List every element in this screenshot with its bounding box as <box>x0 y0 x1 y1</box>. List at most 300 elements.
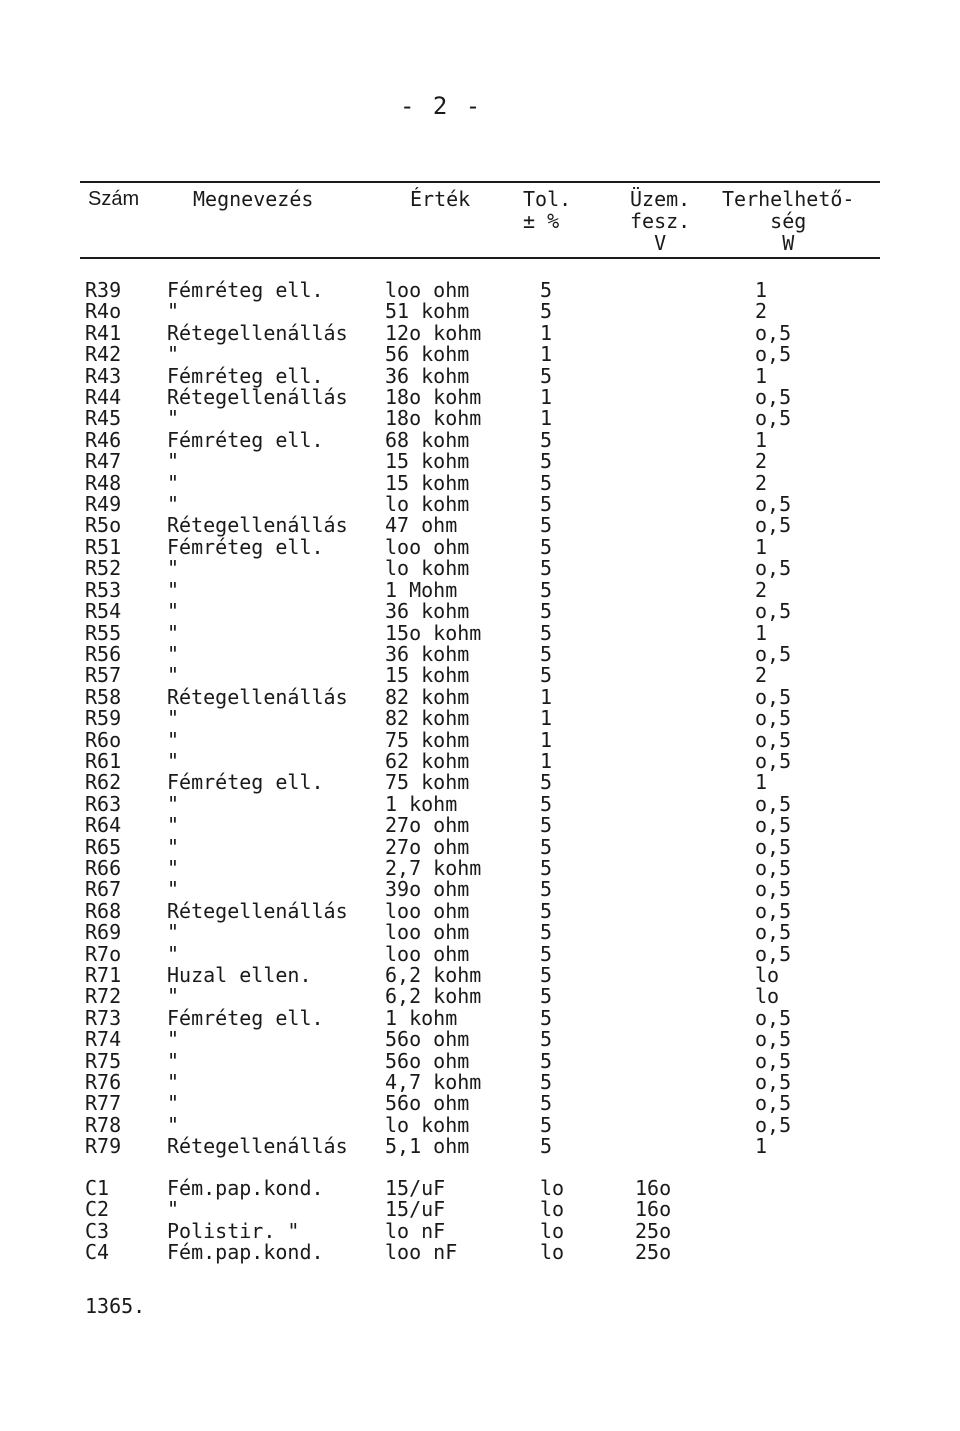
part-load: o,5 <box>755 320 792 345</box>
part-tolerance: 5 <box>540 278 553 302</box>
part-voltage: 25o <box>635 1218 672 1243</box>
table-row <box>85 901 855 922</box>
part-id: R41 <box>85 320 122 345</box>
part-name: Fém.pap.kond. <box>167 1176 324 1200</box>
part-name: Fémréteg ell. <box>167 278 324 302</box>
header-ertek-label: Érték <box>410 187 471 211</box>
part-load: 2 <box>755 577 768 602</box>
part-tolerance: 5 <box>540 577 553 602</box>
part-voltage <box>635 301 755 322</box>
header-top-rule <box>80 181 880 183</box>
part-name: " <box>167 663 180 688</box>
part-value: 1 kohm <box>385 1005 458 1030</box>
part-id: R63 <box>85 791 122 816</box>
part-value: 51 kohm <box>385 299 470 324</box>
resistor-table <box>85 280 855 1158</box>
part-value: 12o kohm <box>385 320 482 345</box>
part-voltage <box>635 580 755 601</box>
table-row <box>85 1136 855 1157</box>
part-value: 1 Mohm <box>385 577 458 602</box>
part-load: lo <box>755 963 780 987</box>
part-voltage <box>635 986 755 1007</box>
part-load: o,5 <box>755 791 792 816</box>
part-tolerance: 5 <box>540 813 553 838</box>
table-row <box>85 537 855 558</box>
part-tolerance: lo <box>540 1240 565 1265</box>
part-value: loo ohm <box>385 920 470 945</box>
part-id: R5o <box>85 513 122 538</box>
part-value: 75 kohm <box>385 727 470 752</box>
table-row <box>85 751 855 772</box>
part-load: o,5 <box>755 877 792 902</box>
part-name: " <box>167 342 180 367</box>
part-voltage <box>635 644 755 665</box>
part-value: 82 kohm <box>385 684 470 709</box>
table-row <box>85 558 855 579</box>
part-voltage <box>635 280 755 301</box>
part-load: 1 <box>755 534 768 559</box>
part-value: 56o ohm <box>385 1091 470 1116</box>
table-row <box>85 665 855 686</box>
part-load: o,5 <box>755 556 792 581</box>
part-id: R47 <box>85 449 122 474</box>
part-tolerance: 5 <box>540 299 553 324</box>
table-row <box>85 687 855 708</box>
part-tolerance: 5 <box>540 641 553 666</box>
part-tolerance: 1 <box>540 406 553 431</box>
table-row <box>85 451 855 472</box>
part-tolerance: 5 <box>540 470 553 495</box>
table-row <box>85 1093 855 1114</box>
part-id: R46 <box>85 427 122 452</box>
part-tolerance: 5 <box>540 513 553 538</box>
part-tolerance: 5 <box>540 556 553 581</box>
part-tolerance: 5 <box>540 1070 553 1095</box>
part-id: R42 <box>85 342 122 367</box>
part-voltage <box>635 794 755 815</box>
part-tolerance: 1 <box>540 385 553 410</box>
table-row <box>85 601 855 622</box>
part-id: R79 <box>85 1134 122 1159</box>
part-name: " <box>167 1197 180 1222</box>
header-uzem-line-3: V <box>654 231 667 255</box>
part-load: o,5 <box>755 813 792 838</box>
part-id: R6o <box>85 727 122 752</box>
table-row <box>85 858 855 879</box>
table-row <box>85 1008 855 1029</box>
part-id: R75 <box>85 1048 122 1073</box>
header-terhelheto <box>722 188 854 254</box>
table-row <box>85 815 855 836</box>
part-load: 1 <box>755 278 768 302</box>
part-value: 56o ohm <box>385 1048 470 1073</box>
part-tolerance: lo <box>540 1176 565 1200</box>
header-terhelheto-line-3: W <box>782 231 795 255</box>
page-number: - 2 - <box>400 92 483 120</box>
part-name: Fémréteg ell. <box>167 363 324 388</box>
part-name: " <box>167 1112 180 1137</box>
part-tolerance: 5 <box>540 363 553 388</box>
part-voltage <box>635 623 755 644</box>
table-row <box>85 1199 855 1220</box>
part-value: 47 ohm <box>385 513 458 538</box>
part-voltage: 25o <box>635 1240 672 1265</box>
part-id: R48 <box>85 470 122 495</box>
part-tolerance: 1 <box>540 342 553 367</box>
part-voltage <box>635 537 755 558</box>
part-tolerance: lo <box>540 1197 565 1222</box>
part-id: C1 <box>85 1176 110 1200</box>
header-terhelheto-line-1: Terhelhető- <box>722 187 855 211</box>
table-row <box>85 323 855 344</box>
table-row <box>85 1029 855 1050</box>
part-load: o,5 <box>755 1048 792 1073</box>
part-name: " <box>167 1091 180 1116</box>
part-id: R66 <box>85 855 122 880</box>
part-tolerance: 5 <box>540 1005 553 1030</box>
header-szam <box>88 188 139 210</box>
part-tolerance: 5 <box>540 492 553 517</box>
header-megnevezes-label: Megnevezés <box>193 187 314 211</box>
part-id: R59 <box>85 706 122 731</box>
part-value: lo kohm <box>385 1112 470 1137</box>
part-value: 56 kohm <box>385 342 470 367</box>
part-voltage <box>635 366 755 387</box>
part-tolerance: 5 <box>540 599 553 624</box>
capacitor-table <box>85 1178 855 1264</box>
part-voltage <box>635 837 755 858</box>
part-value: 68 kohm <box>385 427 470 452</box>
table-row <box>85 301 855 322</box>
part-voltage <box>635 344 755 365</box>
part-value: loo ohm <box>385 278 470 302</box>
header-megnevezes <box>193 188 313 210</box>
part-id: R73 <box>85 1005 122 1030</box>
part-id: R77 <box>85 1091 122 1116</box>
part-voltage <box>635 408 755 429</box>
header-uzem-line-2: fesz. <box>630 209 691 233</box>
part-id: R68 <box>85 898 122 923</box>
part-value: lo nF <box>385 1218 446 1243</box>
part-load: o,5 <box>755 513 792 538</box>
part-load: lo <box>755 984 780 1009</box>
part-tolerance: 1 <box>540 706 553 731</box>
part-id: R43 <box>85 363 122 388</box>
part-tolerance: lo <box>540 1218 565 1243</box>
part-voltage <box>635 922 755 943</box>
part-id: R67 <box>85 877 122 902</box>
part-id: C2 <box>85 1197 110 1222</box>
table-row <box>85 344 855 365</box>
part-value: 15/uF <box>385 1197 446 1222</box>
part-name: " <box>167 1027 180 1052</box>
table-row <box>85 837 855 858</box>
part-value: 15 kohm <box>385 449 470 474</box>
part-name: Fémréteg ell. <box>167 427 324 452</box>
part-load: o,5 <box>755 1112 792 1137</box>
part-load: 2 <box>755 663 768 688</box>
header-terhelheto-line-2: ség <box>770 209 807 233</box>
part-name: " <box>167 299 180 324</box>
part-value: loo ohm <box>385 534 470 559</box>
part-id: C3 <box>85 1218 110 1243</box>
part-value: 36 kohm <box>385 363 470 388</box>
table-row <box>85 1072 855 1093</box>
part-value: 56o ohm <box>385 1027 470 1052</box>
part-value: loo nF <box>385 1240 458 1265</box>
part-name: Rétegellenállás <box>167 513 348 538</box>
part-name: Polistir. " <box>167 1218 300 1243</box>
part-voltage <box>635 451 755 472</box>
part-name: Fém.pap.kond. <box>167 1240 324 1265</box>
header-tol-line-2: ± % <box>523 209 560 233</box>
part-name: Rétegellenállás <box>167 898 348 923</box>
part-value: 15/uF <box>385 1176 446 1200</box>
part-value: 6,2 kohm <box>385 963 482 987</box>
part-load <box>755 1178 855 1199</box>
part-tolerance: 5 <box>540 941 553 966</box>
part-name: " <box>167 855 180 880</box>
table-row <box>85 1221 855 1242</box>
table-row <box>85 986 855 1007</box>
part-voltage <box>635 1093 755 1114</box>
part-tolerance: 1 <box>540 727 553 752</box>
table-row <box>85 1051 855 1072</box>
part-voltage <box>635 751 755 772</box>
part-voltage <box>635 323 755 344</box>
part-value: 4,7 kohm <box>385 1070 482 1095</box>
part-id: R55 <box>85 620 122 645</box>
part-name: " <box>167 984 180 1009</box>
part-id: R45 <box>85 406 122 431</box>
part-name: " <box>167 449 180 474</box>
part-id: R54 <box>85 599 122 624</box>
part-tolerance: 5 <box>540 1048 553 1073</box>
table-row <box>85 730 855 751</box>
part-tolerance: 1 <box>540 320 553 345</box>
table-row <box>85 623 855 644</box>
part-voltage <box>635 901 755 922</box>
part-id: R53 <box>85 577 122 602</box>
part-voltage <box>635 687 755 708</box>
part-id: R57 <box>85 663 122 688</box>
document-number: 1365. <box>85 1294 146 1318</box>
part-voltage <box>635 494 755 515</box>
part-value: lo kohm <box>385 556 470 581</box>
table-row <box>85 1115 855 1136</box>
part-name: " <box>167 556 180 581</box>
header-szam-label: Szám <box>88 188 140 210</box>
part-id: R64 <box>85 813 122 838</box>
part-name: " <box>167 706 180 731</box>
part-tolerance: 5 <box>540 1112 553 1137</box>
part-value: 15 kohm <box>385 470 470 495</box>
part-id: R74 <box>85 1027 122 1052</box>
part-load: o,5 <box>755 599 792 624</box>
part-voltage <box>635 558 755 579</box>
part-tolerance: 5 <box>540 449 553 474</box>
part-voltage: 16o <box>635 1176 672 1200</box>
part-name: " <box>167 941 180 966</box>
part-load: o,5 <box>755 941 792 966</box>
part-name: Huzal ellen. <box>167 963 312 987</box>
part-tolerance: 5 <box>540 855 553 880</box>
part-id: R7o <box>85 941 122 966</box>
part-tolerance: 5 <box>540 791 553 816</box>
header-uzem <box>630 188 690 254</box>
part-value: 36 kohm <box>385 641 470 666</box>
part-voltage <box>635 730 755 751</box>
part-load: o,5 <box>755 385 792 410</box>
part-id: R39 <box>85 278 122 302</box>
part-id: R49 <box>85 492 122 517</box>
part-load <box>755 1221 855 1242</box>
header-ertek <box>410 188 470 210</box>
table-row <box>85 772 855 793</box>
part-value: 82 kohm <box>385 706 470 731</box>
part-voltage <box>635 1072 755 1093</box>
part-value: 2,7 kohm <box>385 855 482 880</box>
part-voltage <box>635 708 755 729</box>
part-name: Fémréteg ell. <box>167 534 324 559</box>
part-voltage <box>635 965 755 986</box>
part-tolerance: 5 <box>540 920 553 945</box>
part-tolerance: 5 <box>540 770 553 795</box>
part-id: R52 <box>85 556 122 581</box>
part-load: 2 <box>755 470 768 495</box>
part-id: R71 <box>85 963 122 987</box>
part-tolerance: 5 <box>540 984 553 1009</box>
part-tolerance: 5 <box>540 963 553 987</box>
part-voltage <box>635 858 755 879</box>
part-load: 1 <box>755 427 768 452</box>
part-voltage <box>635 665 755 686</box>
part-voltage <box>635 1136 755 1157</box>
part-id: R56 <box>85 641 122 666</box>
part-id: R65 <box>85 834 122 859</box>
part-voltage <box>635 944 755 965</box>
part-tolerance: 5 <box>540 663 553 688</box>
table-row <box>85 922 855 943</box>
part-load: o,5 <box>755 406 792 431</box>
part-name: " <box>167 620 180 645</box>
part-voltage <box>635 1115 755 1136</box>
part-load: o,5 <box>755 1091 792 1116</box>
part-value: 18o kohm <box>385 385 482 410</box>
part-load: o,5 <box>755 1027 792 1052</box>
part-name: Rétegellenállás <box>167 385 348 410</box>
part-name: Fémréteg ell. <box>167 770 324 795</box>
table-row <box>85 408 855 429</box>
part-load: 1 <box>755 770 768 795</box>
part-load: 1 <box>755 363 768 388</box>
part-name: " <box>167 577 180 602</box>
part-name: " <box>167 748 180 773</box>
part-value: 5,1 ohm <box>385 1134 470 1159</box>
part-value: 6,2 kohm <box>385 984 482 1009</box>
header-tol <box>523 188 571 232</box>
part-name: " <box>167 877 180 902</box>
part-id: C4 <box>85 1240 110 1265</box>
part-value: 18o kohm <box>385 406 482 431</box>
part-voltage <box>635 387 755 408</box>
part-voltage <box>635 815 755 836</box>
part-tolerance: 5 <box>540 1134 553 1159</box>
part-id: R76 <box>85 1070 122 1095</box>
table-row <box>85 430 855 451</box>
part-voltage <box>635 515 755 536</box>
part-name: Rétegellenállás <box>167 684 348 709</box>
part-name: " <box>167 1070 180 1095</box>
part-name: " <box>167 834 180 859</box>
part-tolerance: 5 <box>540 1091 553 1116</box>
part-voltage <box>635 1051 755 1072</box>
part-load: o,5 <box>755 684 792 709</box>
part-id: R58 <box>85 684 122 709</box>
table-row <box>85 280 855 301</box>
part-load: o,5 <box>755 834 792 859</box>
part-tolerance: 5 <box>540 877 553 902</box>
part-load: 1 <box>755 620 768 645</box>
part-value: 27o ohm <box>385 834 470 859</box>
table-row <box>85 879 855 900</box>
table-row <box>85 1242 855 1263</box>
part-name: Rétegellenállás <box>167 320 348 345</box>
part-voltage <box>635 430 755 451</box>
part-load: o,5 <box>755 748 792 773</box>
part-load: o,5 <box>755 1005 792 1030</box>
part-load: o,5 <box>755 855 792 880</box>
part-load <box>755 1199 855 1220</box>
part-id: R61 <box>85 748 122 773</box>
part-tolerance: 5 <box>540 620 553 645</box>
part-name: Fémréteg ell. <box>167 1005 324 1030</box>
table-row <box>85 580 855 601</box>
part-name: " <box>167 727 180 752</box>
part-voltage <box>635 1008 755 1029</box>
part-name: " <box>167 813 180 838</box>
table-row <box>85 515 855 536</box>
part-value: 1 kohm <box>385 791 458 816</box>
part-voltage <box>635 1029 755 1050</box>
part-value: 62 kohm <box>385 748 470 773</box>
part-name: " <box>167 599 180 624</box>
part-load: 2 <box>755 299 768 324</box>
header-bottom-rule <box>80 257 880 259</box>
part-name: " <box>167 641 180 666</box>
part-name: " <box>167 470 180 495</box>
part-voltage: 16o <box>635 1197 672 1222</box>
part-value: lo kohm <box>385 492 470 517</box>
table-row <box>85 473 855 494</box>
part-value: loo ohm <box>385 898 470 923</box>
part-tolerance: 1 <box>540 684 553 709</box>
part-id: R51 <box>85 534 122 559</box>
part-value: 39o ohm <box>385 877 470 902</box>
part-value: loo ohm <box>385 941 470 966</box>
table-row <box>85 494 855 515</box>
part-load: o,5 <box>755 727 792 752</box>
table-row <box>85 965 855 986</box>
table-row <box>85 366 855 387</box>
part-name: " <box>167 1048 180 1073</box>
part-load: 2 <box>755 449 768 474</box>
part-id: R62 <box>85 770 122 795</box>
part-tolerance: 5 <box>540 1027 553 1052</box>
part-name: " <box>167 791 180 816</box>
part-load: o,5 <box>755 492 792 517</box>
part-name: " <box>167 920 180 945</box>
